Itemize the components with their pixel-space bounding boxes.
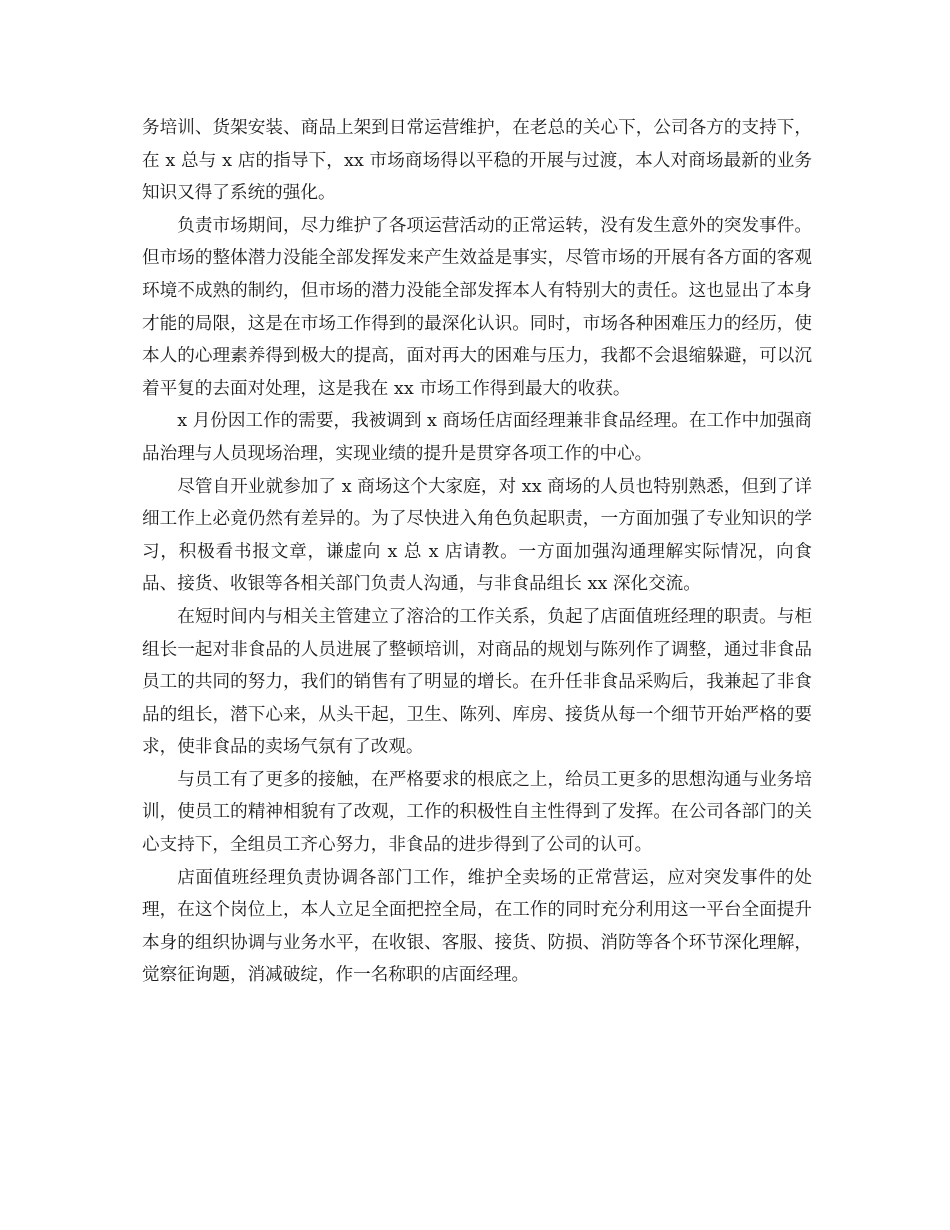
paragraph-2: 负责市场期间，尽力维护了各项运营活动的正常运转，没有发生意外的突发事件。但市场的整体潜力没能全部发挥发来产生效益是事实，尽管市场的开展有各方面的客观环境不成熟的制约，但市场的潜力没能全部发挥本人有特别大的责任。这也显出了本身才能的局限，这是在市场工作得到的最深化认识。同时，市场各种困难压力的经历，使本人的心理素养得到极大的提高，面对再大的困难与压力，我都不会退缩躲避，可以沉着平复的去面对处理，这是我在 xx 市场工作得到最大的收获。 bbox=[142, 215, 812, 399]
paragraph-1: 务培训、货架安装、商品上架到日常运营维护，在老总的关心下，公司各方的支持下，在 x 总与 x 店的指导下，xx 市场商场得以平稳的开展与过渡，本人对商场最新的业务知识又得了系统的强化。 bbox=[142, 118, 812, 204]
paragraph-3: x 月份因工作的需要，我被调到 x 商场任店面经理兼非食品经理。在工作中加强商品治理与人员现场治理，实现业绩的提升是贯穿各项工作的中心。 bbox=[142, 411, 813, 464]
document-body bbox=[142, 112, 812, 992]
paragraph-4: 尽管自开业就参加了 x 商场这个大家庭，对 xx 商场的人员也特别熟悉，但到了详细工作上必竟仍然有差异的。为了尽快进入角色负起职责，一方面加强了专业知识的学习，积极看书报文章，谦虚向 x 总 x 店请教。一方面加强沟通理解实际情况，向食品、接货、收银等各相关部门负责人沟通，与非食品组长 xx 深化交流。 bbox=[142, 476, 812, 595]
paragraph-7: 店面值班经理负责协调各部门工作，维护全卖场的正常营运，应对突发事件的处理，在这个岗位上，本人立足全面把控全局，在工作的同时充分利用这一平台全面提升本身的组织协调与业务水平，在收银、客服、接货、防损、消防等各个环节深化理解，觉察征询题，消减破绽，作一名称职的店面经理。 bbox=[142, 867, 812, 986]
paragraph-5: 在短时间内与相关主管建立了溶洽的工作关系，负起了店面值班经理的职责。与柜组长一起对非食品的人员进展了整顿培训，对商品的规划与陈列作了调整，通过非食品员工的共同的努力，我们的销售有了明显的增长。在升任非食品采购后，我兼起了非食品的组长，潜下心来，从头干起，卫生、陈列、库房、接货从每一个细节开始严格的要求，使非食品的卖场气氛有了改观。 bbox=[142, 606, 812, 758]
paragraph-6: 与员工有了更多的接触，在严格要求的根底之上，给员工更多的思想沟通与业务培训，使员工的精神相貌有了改观，工作的积极性自主性得到了发挥。在公司各部门的关心支持下，全组员工齐心努力，非食品的进步得到了公司的认可。 bbox=[142, 769, 812, 856]
